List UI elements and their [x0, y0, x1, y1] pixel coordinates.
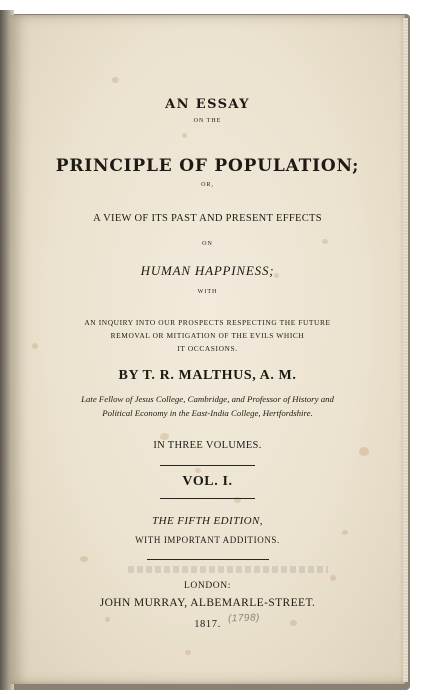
imprint-publisher: JOHN MURRAY, ALBEMARLE-STREET.: [99, 597, 316, 609]
imprint-year: 1817.: [194, 619, 221, 630]
foxing-spot: [182, 133, 187, 138]
connector-on-the: ON THE: [193, 118, 222, 124]
connector-on: ON: [202, 241, 213, 247]
rule-above-imprint: [147, 559, 269, 560]
title-line-2: PRINCIPLE OF POPULATION;: [55, 156, 360, 176]
imprint-place: LONDON:: [184, 581, 231, 591]
additions-line: WITH IMPORTANT ADDITIONS.: [135, 535, 280, 545]
foxing-spot: [195, 468, 201, 473]
author-line: BY T. R. MALTHUS, A. M.: [118, 368, 297, 383]
affiliation-line: Political Economy in the East-India College, Hertfordshire.: [102, 408, 313, 418]
title-line-1: AN ESSAY: [165, 97, 250, 112]
volumes-line: IN THREE VOLUMES.: [153, 440, 262, 451]
rule-below-volume: [160, 498, 255, 499]
edition-line: THE FIFTH EDITION,: [152, 515, 263, 527]
connector-with: WITH: [197, 289, 218, 295]
title-page: [10, 15, 405, 684]
faint-library-stamp: [128, 566, 328, 573]
inquiry-line: AN INQUIRY INTO OUR PROSPECTS RESPECTING THE FUTURE: [84, 318, 331, 327]
volume-number: VOL. I.: [182, 474, 233, 489]
inquiry-line: IT OCCASIONS.: [177, 344, 238, 353]
foxing-spot: [185, 650, 191, 655]
human-happiness-line: HUMAN HAPPINESS;: [140, 263, 275, 278]
foxing-spot: [80, 556, 88, 562]
affiliation-line: Late Fellow of Jesus College, Cambridge, and Professor of History and: [81, 394, 334, 404]
foxing-spot: [160, 433, 169, 440]
pencil-annotation: (1798): [227, 612, 261, 625]
connector-or: OR,: [201, 182, 214, 188]
inquiry-line: REMOVAL OR MITIGATION OF THE EVILS WHICH: [110, 331, 305, 340]
foxing-spot: [112, 77, 119, 83]
rule-above-volume: [160, 465, 255, 466]
page-fore-edge: [403, 18, 408, 682]
subtitle: A VIEW OF ITS PAST AND PRESENT EFFECTS: [93, 213, 322, 224]
